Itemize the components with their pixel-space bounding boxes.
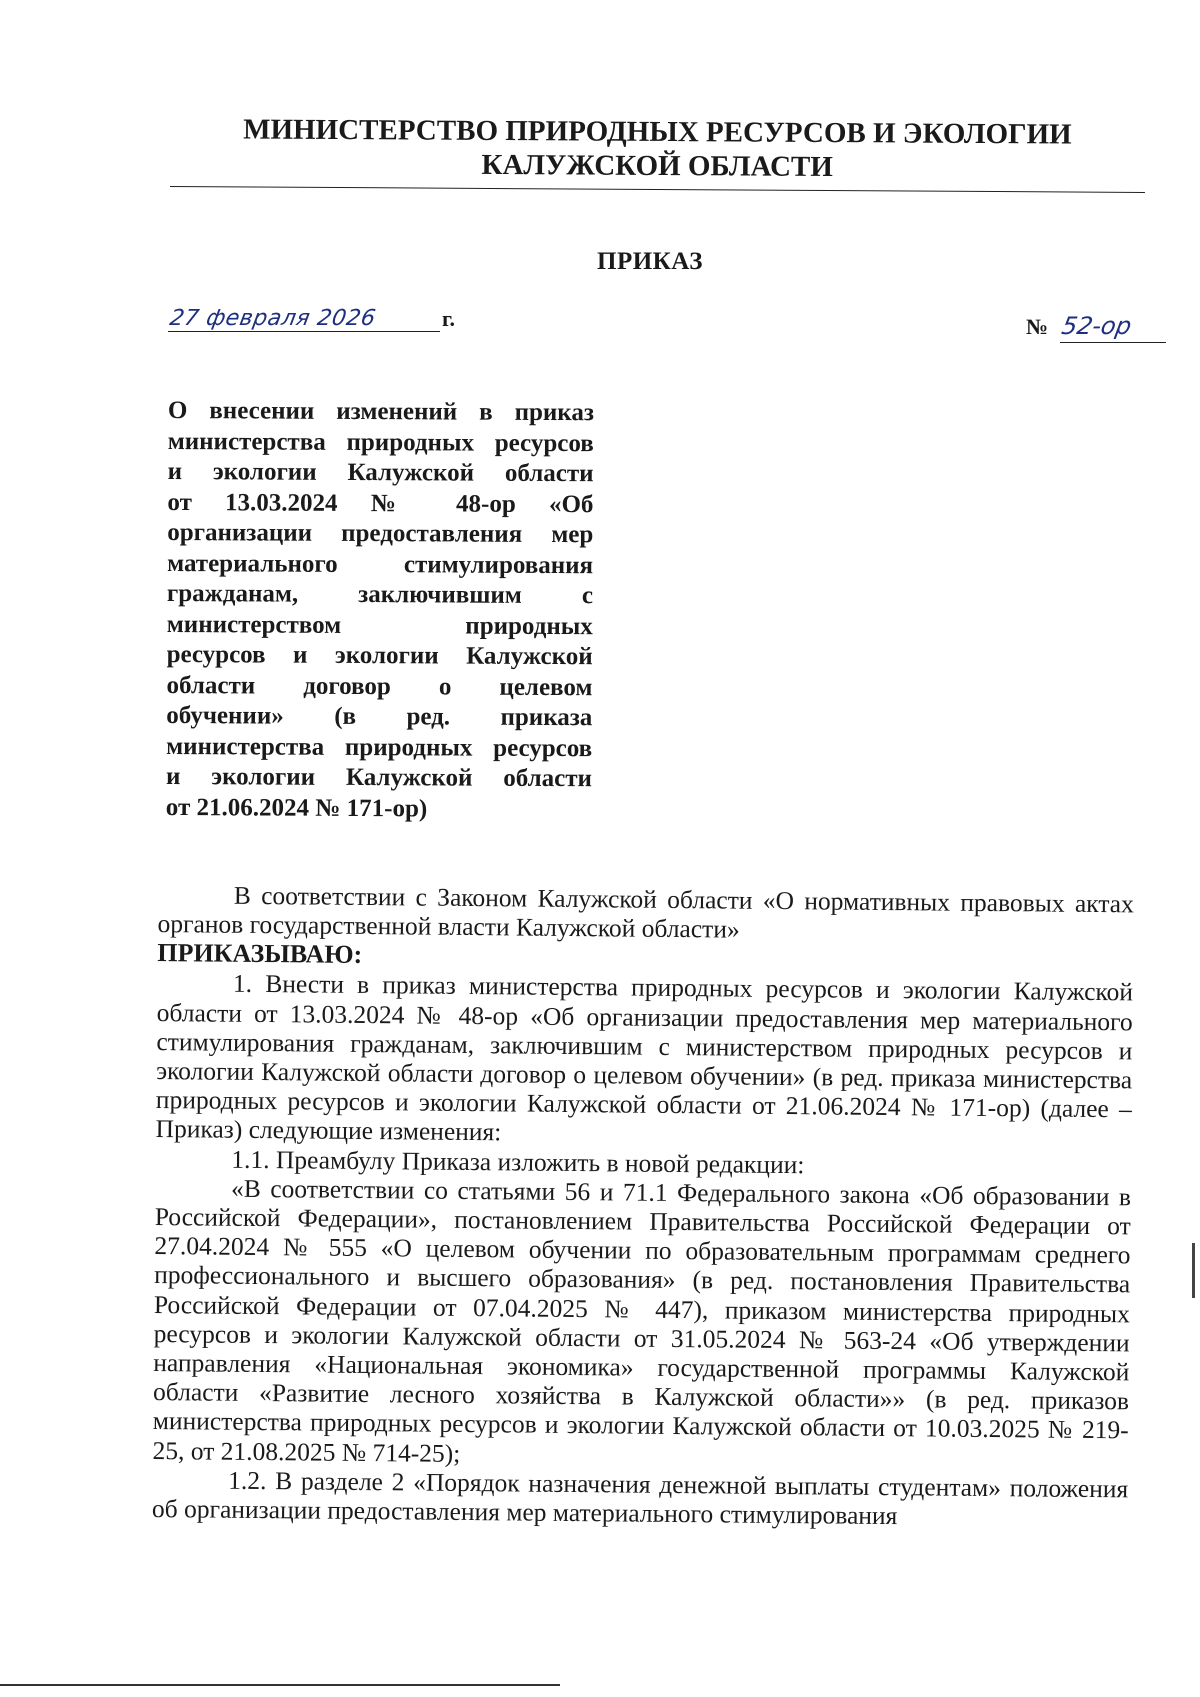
- scan-edge-mark: [1192, 1243, 1195, 1298]
- subject-line: от 13.03.2024 № 48-ор «Об: [167, 488, 594, 518]
- subject-line: министерства природных ресурсов: [166, 732, 593, 762]
- handwritten-number: 52-ор: [1059, 312, 1134, 340]
- subject-line: министерством природных: [166, 610, 593, 640]
- item-1-paragraph: 1. Внести в приказ министерства природных ресурсов и экологии Калужской области от 13.03.2024 № 48-ор «Об организации предоставления мер материального стимулирования гражданам, заключившим с министерством природных ресурсов и экологии Калужской области договор о целевом обучении» (в ред. приказа министерства природных ресурсов и экологии Калужской области от 21.06.2024 № 171-ор) (далее – Приказ) следующие изменения:: [155, 969, 1134, 1147]
- subject-line: О внесении изменений в приказ: [167, 397, 594, 427]
- handwritten-date: 27 февраля 2026: [167, 306, 378, 331]
- preamble-paragraph: «В соответствии со статьями 56 и 71.1 Федерального закона «Об образовании в Российской Федерации», постановлением Правительства Российской Федерации от 27.04.2024 № 555 «О целевом обучении по образовательным программам среднего профессионального и высшего образования» (в ред. постановления Правительства Российской Федерации от 07.04.2025 № 447), приказом министерства природных ресурсов и экологии Калужской области от 31.05.2024 № 563-24 «Об утверждении направления «Национальная экономика» государственной программы Калужской области «Развитие лесного хозяйства в Калужской области»» (в ред. приказов министерства природных ресурсов и экологии Калужской области от 10.03.2025 № 219-25, от 21.08.2025 № 714-25);: [152, 1173, 1132, 1468]
- subject-line: материального стимулирования: [167, 549, 594, 579]
- subject-line: и экологии Калужской области: [165, 762, 593, 793]
- item-1-1-paragraph: 1.1. Преамбулу Приказа изложить в новой редакции:: [231, 1144, 805, 1179]
- number-sign: №: [1026, 314, 1049, 339]
- subject-line: организации предоставления мер: [167, 518, 594, 549]
- legal-basis-paragraph: В соответствии с Законом Калужской области «О нормативных правовых актах органов государственной власти Калужской области»: [157, 880, 1134, 944]
- subject-line: области договор о целевом: [166, 671, 593, 701]
- date-suffix: г.: [442, 306, 456, 331]
- ministry-name-line2: КАЛУЖСКОЙ ОБЛАСТИ: [481, 148, 833, 184]
- scan-bottom-line: [0, 1684, 560, 1686]
- subject-line: министерства природных ресурсов: [167, 427, 594, 457]
- order-directive: ПРИКАЗЫВАЮ:: [157, 938, 363, 970]
- subject-line: и экологии Калужской области: [167, 457, 594, 488]
- document-date: [168, 304, 443, 332]
- ministry-header: [170, 112, 1145, 186]
- subject-line: от 21.06.2024 № 171-ор): [165, 793, 428, 822]
- order-body: [152, 880, 1134, 1533]
- number-underline: [1060, 342, 1166, 343]
- document-type-title: ПРИКАЗ: [597, 248, 703, 275]
- subject-line: гражданам, заключившим с: [166, 579, 594, 610]
- subject-line: ресурсов и экологии Калужской: [166, 640, 593, 671]
- item-1-2-paragraph: 1.2. В разделе 2 «Порядок назначения денежной выплаты студентам» положения об организации предоставления мер материального стимулирования: [151, 1465, 1129, 1531]
- date-underline: [168, 331, 440, 332]
- order-subject: [166, 396, 594, 825]
- ministry-name-line1: МИНИСТЕРСТВО ПРИРОДНЫХ РЕСУРСОВ И ЭКОЛОГИИ: [243, 113, 1072, 151]
- subject-line: обучении» (в ред. приказа: [166, 701, 593, 732]
- header-divider: [170, 186, 1145, 193]
